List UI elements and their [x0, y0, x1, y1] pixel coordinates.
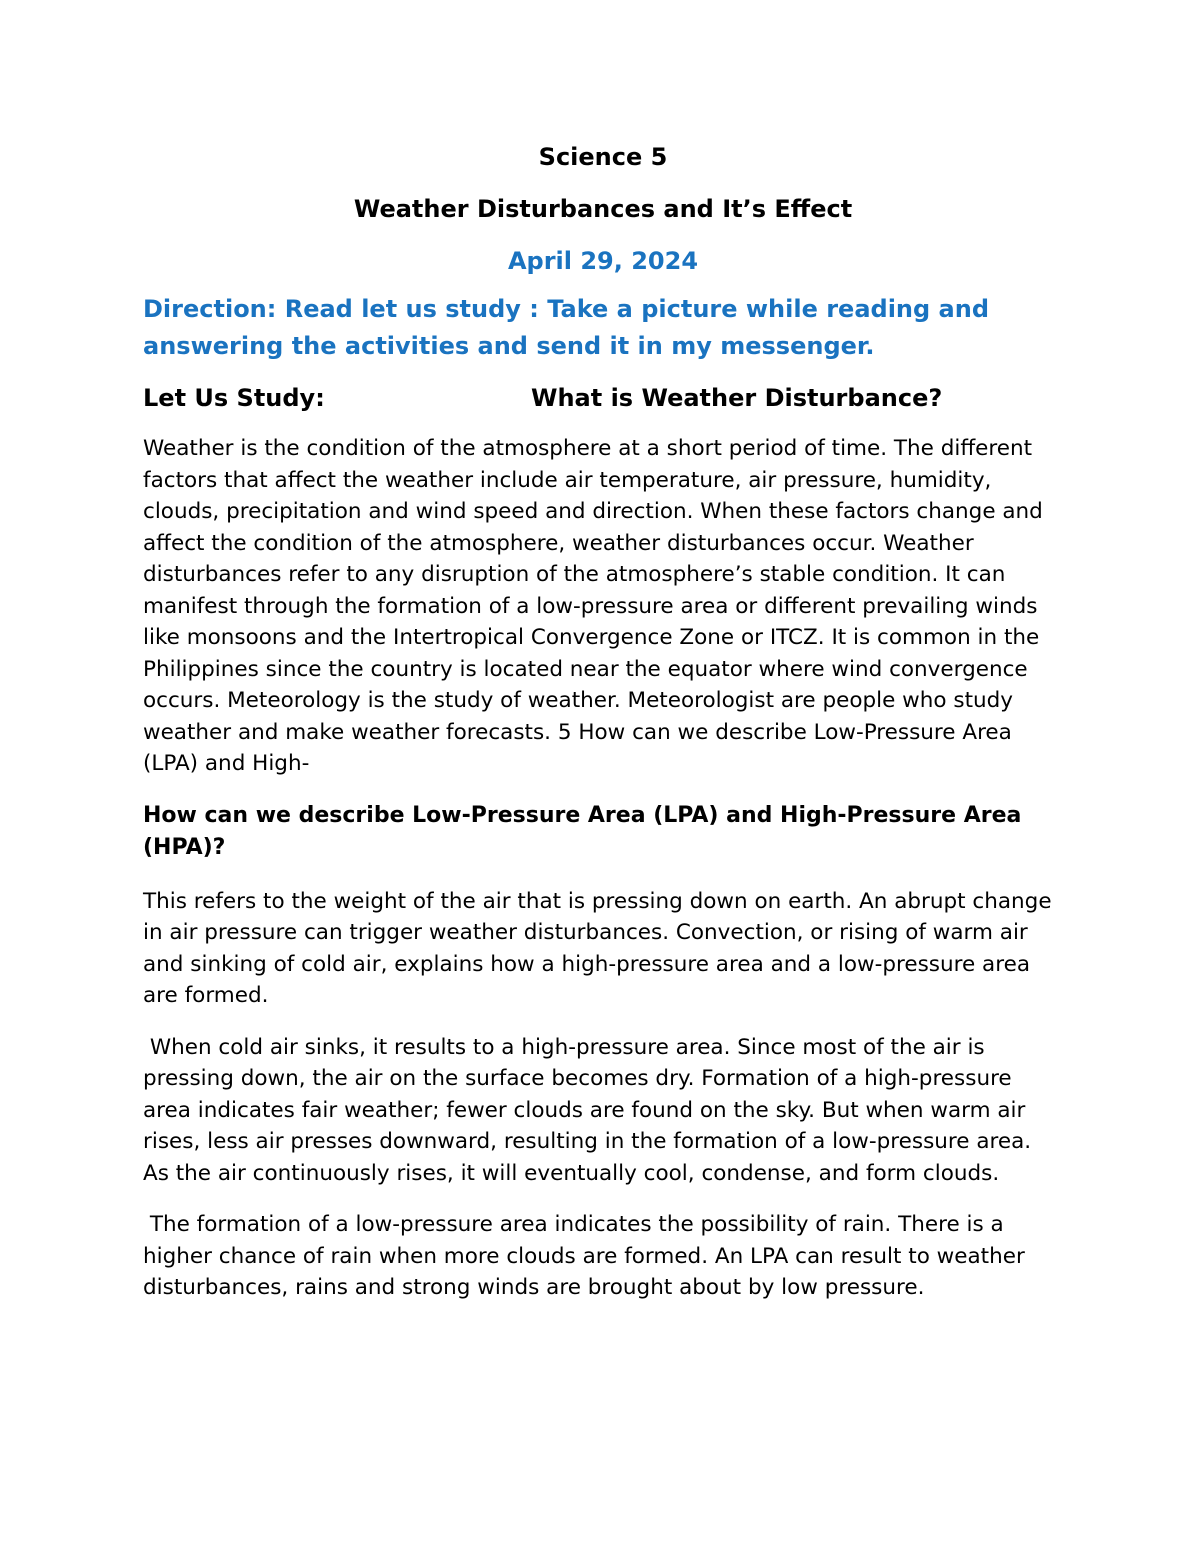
- let-us-study-label: Let Us Study:: [143, 384, 325, 412]
- subject-title: Science 5: [538, 143, 668, 171]
- topic-title: Weather Disturbances and It’s Effect: [353, 195, 853, 223]
- study-question-heading: What is Weather Disturbance?: [531, 384, 943, 412]
- direction-text: Direction: Read let us study : Take a picture while reading and answering the activities and send it in my messenger.: [143, 295, 990, 360]
- weather-paragraph: Weather is the condition of the atmosphere at a short period of time. The different factors that affect the weather include air temperature, air pressure, humidity, clouds, precipitation and wind speed and direction. When these factors change and affect the condition of the atmosphere, weather disturbances occur. Weather disturbances refer to any disruption of the atmosphere’s stable condition. It can manifest through the formation of a low-pressure area or different prevailing winds like monsoons and the Intertropical Convergence Zone or ITCZ. It is common in the Philippines since the country is located near the equator where wind convergence occurs. Meteorology is the study of weather. Meteorologist are people who study weather and make weather forecasts. 5 How can we describe Low-Pressure Area (LPA) and High-: [143, 436, 1043, 776]
- high-pressure-paragraph: When cold air sinks, it results to a high-pressure area. Since most of the air is pressing down, the air on the surface becomes dry. Formation of a high-pressure area indicates fair weather; fewer clouds are found on the sky. But when warm air rises, less air presses downward, resulting in the formation of a low-pressure area. As the air continuously rises, it will eventually cool, condense, and form clouds.: [143, 1034, 1038, 1186]
- low-pressure-paragraph: The formation of a low-pressure area indicates the possibility of rain. There is a higher chance of rain when more clouds are formed. An LPA can result to weather disturbances, rains and strong winds are brought about by low pressure.: [143, 1212, 1032, 1300]
- air-pressure-paragraph: This refers to the weight of the air that is pressing down on earth. An abrupt change in air pressure can trigger weather disturbances. Convection, or rising of warm air and sinking of cold air, explains how a high-pressure area and a low-pressure area are formed.: [143, 888, 1052, 1008]
- pressure-question-heading: How can we describe Low-Pressure Area (LPA) and High-Pressure Area (HPA)?: [143, 802, 1022, 860]
- document-page: [143, 140, 1063, 1304]
- lesson-date: April 29, 2024: [507, 247, 699, 275]
- study-heading-row: [143, 381, 1063, 415]
